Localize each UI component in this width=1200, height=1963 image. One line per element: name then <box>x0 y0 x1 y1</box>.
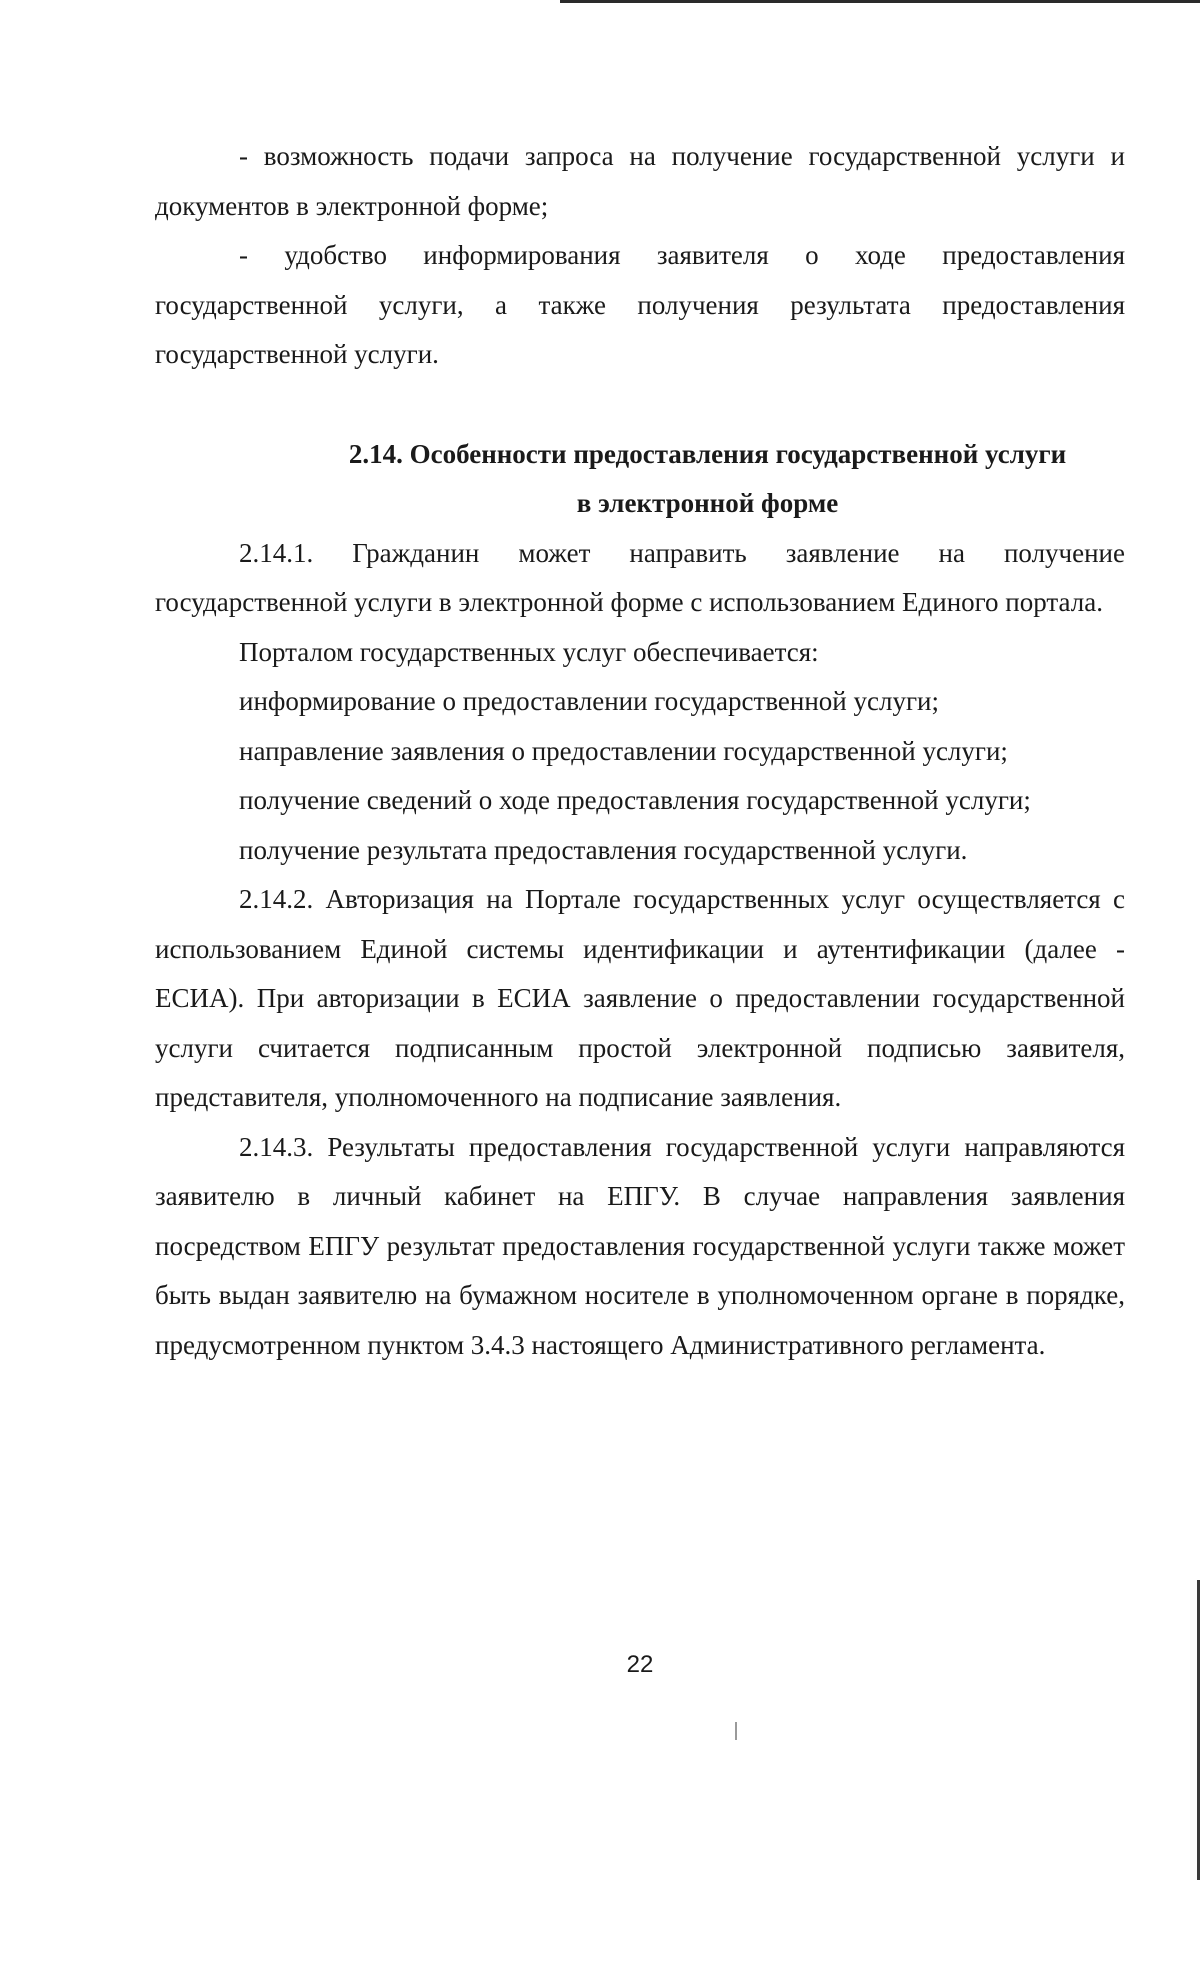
portal-item: информирование о предоставлении государственной услуги; <box>239 686 939 716</box>
portal-intro: Порталом государственных услуг обеспечивается: <box>239 636 819 667</box>
section-gap <box>155 380 1125 430</box>
bullet-paragraph-notification: - удобство информирования заявителя о ходе предоставления государственной услуги, а также получения результата предоставления государственной услуги. <box>155 240 1125 369</box>
bullet-paragraph-electronic-request: - возможность подачи запроса на получение государственной услуги и документов в электронной форме; <box>155 141 1125 221</box>
paragraph-2-14-2: 2.14.2. Авторизация на Портале государственных услуг осуществляется с использованием Единой системы идентификации и аутентификации (далее - ЕСИА). При авторизации в ЕСИА заявление о предоставлении государственной услуги считается подписанным простой электронной подписью заявителя, представителя, уполномоченного на подписание заявления. <box>155 884 1125 1112</box>
portal-item: направление заявления о предоставлении государственной услуги; <box>239 735 1008 766</box>
section-title-line2: в электронной форме <box>576 488 839 518</box>
scan-artifact-mark <box>735 1722 737 1740</box>
portal-item: получение сведений о ходе предоставления государственной услуги; <box>239 785 1031 815</box>
paragraph-2-14-3: 2.14.3. Результаты предоставления государственной услуги направляются заявителю в личный кабинет на ЕПГУ. В случае направления заявления посредством ЕПГУ результат предоставления государственной услуги также может быть выдан заявителю на бумажном носителе в уполномоченном органе в порядке, предусмотренном пунктом 3.4.3 настоящего Административного регламента. <box>155 1131 1125 1360</box>
portal-item: получение результата предоставления государственной услуги. <box>239 834 968 865</box>
scan-top-border <box>560 0 1200 3</box>
page-number: 22 <box>626 1651 654 1678</box>
paragraph-2-14-1: 2.14.1. Гражданин может направить заявление на получение государственной услуги в электронной форме с использованием Единого портала. <box>155 537 1125 617</box>
document-body <box>155 132 1125 1370</box>
section-title-line1: 2.14. Особенности предоставления государственной услуги <box>348 438 1067 469</box>
